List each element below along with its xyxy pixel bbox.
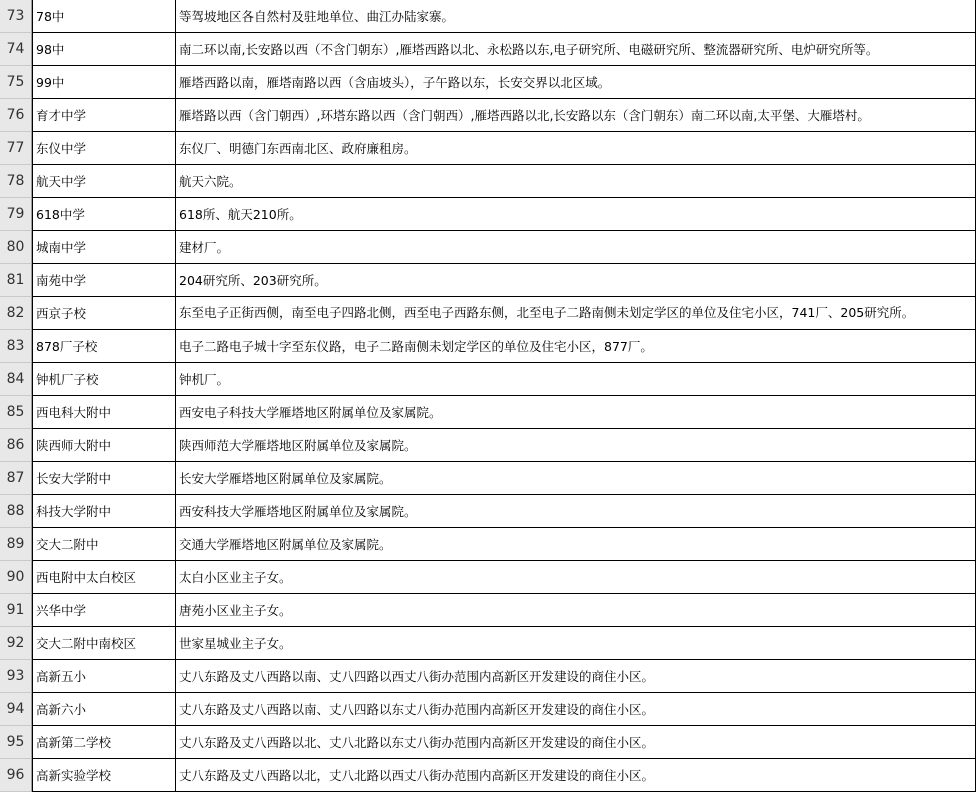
cell-enrollment-area[interactable]: 航天六院。: [176, 165, 976, 198]
row-header[interactable]: 93: [0, 660, 32, 693]
table-row: [0, 561, 976, 594]
cell-enrollment-area[interactable]: 雁塔路以西（含门朝西）,环塔东路以西（含门朝西）,雁塔西路以北,长安路以东（含门朝东）南二环以南,太平堡、大雁塔村。: [176, 99, 976, 132]
cell-enrollment-area[interactable]: 南二环以南,长安路以西（不含门朝东）,雁塔西路以北、永松路以东,电子研究所、电磁研究所、整流器研究所、电炉研究所等。: [176, 33, 976, 66]
row-header[interactable]: 85: [0, 396, 32, 429]
cell-school-name[interactable]: 科技大学附中: [32, 495, 176, 528]
cell-school-name[interactable]: 陕西师大附中: [32, 429, 176, 462]
cell-school-name[interactable]: 钟机厂子校: [32, 363, 176, 396]
cell-school-name[interactable]: 98中: [32, 33, 176, 66]
cell-enrollment-area[interactable]: 618所、航天210所。: [176, 198, 976, 231]
cell-school-name[interactable]: 878厂子校: [32, 330, 176, 363]
cell-enrollment-area[interactable]: 陕西师范大学雁塔地区附属单位及家属院。: [176, 429, 976, 462]
row-header[interactable]: 81: [0, 264, 32, 297]
table-row: [0, 297, 976, 330]
cell-school-name[interactable]: 东仪中学: [32, 132, 176, 165]
row-header[interactable]: 92: [0, 627, 32, 660]
table-row: [0, 0, 976, 33]
row-header[interactable]: 73: [0, 0, 32, 33]
cell-enrollment-area[interactable]: 丈八东路及丈八西路以北、丈八北路以东丈八街办范围内高新区开发建设的商住小区。: [176, 726, 976, 759]
cell-enrollment-area[interactable]: 西安电子科技大学雁塔地区附属单位及家属院。: [176, 396, 976, 429]
table-row: [0, 363, 976, 396]
row-header[interactable]: 94: [0, 693, 32, 726]
row-header[interactable]: 89: [0, 528, 32, 561]
cell-enrollment-area[interactable]: 建材厂。: [176, 231, 976, 264]
row-header[interactable]: 95: [0, 726, 32, 759]
cell-enrollment-area[interactable]: 长安大学雁塔地区附属单位及家属院。: [176, 462, 976, 495]
cell-enrollment-area[interactable]: 丈八东路及丈八西路以南、丈八四路以东丈八街办范围内高新区开发建设的商住小区。: [176, 693, 976, 726]
table-row: [0, 429, 976, 462]
cell-school-name[interactable]: 高新第二学校: [32, 726, 176, 759]
cell-school-name[interactable]: 高新六小: [32, 693, 176, 726]
table-row: [0, 693, 976, 726]
cell-enrollment-area[interactable]: 丈八东路及丈八西路以北，丈八北路以西丈八街办范围内高新区开发建设的商住小区。: [176, 759, 976, 792]
cell-enrollment-area[interactable]: 唐苑小区业主子女。: [176, 594, 976, 627]
table-row: [0, 594, 976, 627]
table-row: [0, 396, 976, 429]
row-header[interactable]: 91: [0, 594, 32, 627]
table-row: [0, 462, 976, 495]
table-row: [0, 528, 976, 561]
cell-school-name[interactable]: 育才中学: [32, 99, 176, 132]
row-header[interactable]: 84: [0, 363, 32, 396]
cell-enrollment-area[interactable]: 电子二路电子城十字至东仪路，电子二路南侧未划定学区的单位及住宅小区，877厂。: [176, 330, 976, 363]
cell-school-name[interactable]: 长安大学附中: [32, 462, 176, 495]
cell-school-name[interactable]: 高新五小: [32, 660, 176, 693]
cell-enrollment-area[interactable]: 204研究所、203研究所。: [176, 264, 976, 297]
row-header[interactable]: 90: [0, 561, 32, 594]
table-row: [0, 33, 976, 66]
cell-enrollment-area[interactable]: 等驾坡地区各自然村及驻地单位、曲江办陆家寨。: [176, 0, 976, 33]
cell-school-name[interactable]: 618中学: [32, 198, 176, 231]
row-header[interactable]: 75: [0, 66, 32, 99]
cell-school-name[interactable]: 西电附中太白校区: [32, 561, 176, 594]
row-header[interactable]: 96: [0, 759, 32, 792]
row-header[interactable]: 79: [0, 198, 32, 231]
row-header[interactable]: 83: [0, 330, 32, 363]
row-header[interactable]: 86: [0, 429, 32, 462]
cell-enrollment-area[interactable]: 东至电子正街西侧，南至电子四路北侧，西至电子西路东侧，北至电子二路南侧未划定学区的单位及住宅小区，741厂、205研究所。: [176, 297, 976, 330]
row-header[interactable]: 80: [0, 231, 32, 264]
cell-enrollment-area[interactable]: 丈八东路及丈八西路以南、丈八四路以西丈八街办范围内高新区开发建设的商住小区。: [176, 660, 976, 693]
cell-school-name[interactable]: 兴华中学: [32, 594, 176, 627]
cell-school-name[interactable]: 西京子校: [32, 297, 176, 330]
row-header[interactable]: 82: [0, 297, 32, 330]
table-row: [0, 627, 976, 660]
table-row: [0, 759, 976, 792]
table-row: [0, 231, 976, 264]
cell-school-name[interactable]: 高新实验学校: [32, 759, 176, 792]
table-row: [0, 264, 976, 297]
cell-school-name[interactable]: 城南中学: [32, 231, 176, 264]
row-header[interactable]: 87: [0, 462, 32, 495]
cell-school-name[interactable]: 99中: [32, 66, 176, 99]
cell-school-name[interactable]: 78中: [32, 0, 176, 33]
table-row: [0, 330, 976, 363]
table-row: [0, 132, 976, 165]
cell-enrollment-area[interactable]: 太白小区业主子女。: [176, 561, 976, 594]
cell-school-name[interactable]: 交大二附中: [32, 528, 176, 561]
table-row: [0, 66, 976, 99]
cell-enrollment-area[interactable]: 雁塔西路以南，雁塔南路以西（含庙坡头），子午路以东，长安交界以北区域。: [176, 66, 976, 99]
row-header[interactable]: 74: [0, 33, 32, 66]
cell-enrollment-area[interactable]: 交通大学雁塔地区附属单位及家属院。: [176, 528, 976, 561]
cell-school-name[interactable]: 南苑中学: [32, 264, 176, 297]
table-row: [0, 198, 976, 231]
cell-enrollment-area[interactable]: 东仪厂、明德门东西南北区、政府廉租房。: [176, 132, 976, 165]
cell-enrollment-area[interactable]: 西安科技大学雁塔地区附属单位及家属院。: [176, 495, 976, 528]
cell-school-name[interactable]: 交大二附中南校区: [32, 627, 176, 660]
cell-school-name[interactable]: 西电科大附中: [32, 396, 176, 429]
cell-enrollment-area[interactable]: 钟机厂。: [176, 363, 976, 396]
table-row: [0, 99, 976, 132]
cell-school-name[interactable]: 航天中学: [32, 165, 176, 198]
table-row: [0, 165, 976, 198]
row-header[interactable]: 77: [0, 132, 32, 165]
cell-enrollment-area[interactable]: 世家星城业主子女。: [176, 627, 976, 660]
table-row: [0, 726, 976, 759]
table-row: [0, 495, 976, 528]
row-header[interactable]: 88: [0, 495, 32, 528]
row-header[interactable]: 78: [0, 165, 32, 198]
row-header[interactable]: 76: [0, 99, 32, 132]
table-row: [0, 660, 976, 693]
